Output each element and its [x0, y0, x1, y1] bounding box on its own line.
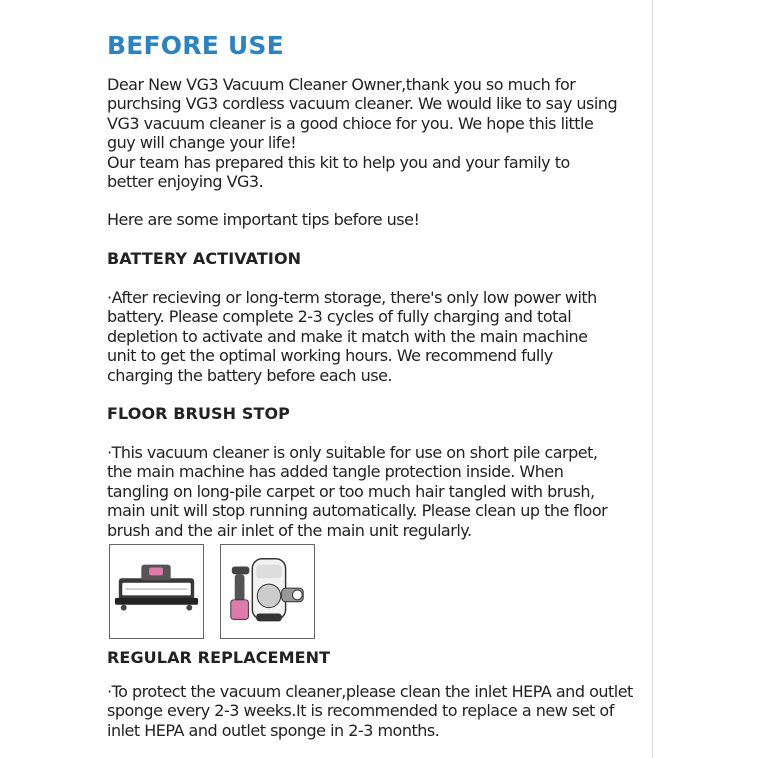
battery-line: ·After recieving or long-term storage, there's only low power with — [107, 288, 597, 307]
intro-paragraph — [107, 75, 637, 191]
page-divider — [652, 0, 653, 758]
main-unit-image — [220, 544, 315, 639]
battery-pack — [231, 600, 249, 620]
replacement-line: ·To protect the vacuum cleaner,please clean the inlet HEPA and outlet — [107, 682, 633, 701]
battery-activation-heading: BATTERY ACTIVATION — [107, 249, 302, 268]
battery-line: battery. Please complete 2-3 cycles of fully charging and total — [107, 307, 572, 327]
intro-line: Our team has prepared this kit to help you and your family to — [107, 152, 570, 172]
floor-brush-line: main unit will stop running automatically. Please clean up the floor — [107, 501, 608, 521]
brush-base — [115, 598, 198, 605]
floor-brush-paragraph — [107, 443, 637, 540]
floor-brush-stop-heading: FLOOR BRUSH STOP — [107, 404, 291, 423]
replacement-paragraph — [107, 682, 637, 740]
tips-intro: Here are some important tips before use! — [107, 210, 420, 229]
page-title: BEFORE USE — [107, 31, 284, 60]
cyclone-top — [256, 565, 281, 579]
handle-top — [232, 567, 250, 575]
intro-line: purchsing VG3 cordless vacuum cleaner. We would like to say using — [107, 94, 618, 114]
brush-connector — [149, 568, 163, 576]
intro-line: Dear New VG3 Vacuum Cleaner Owner,thank you so much for — [107, 75, 576, 94]
main-unit-illustration — [221, 545, 314, 638]
inlet-opening — [292, 590, 302, 600]
replacement-line: inlet HEPA and outlet sponge in 2-3 months. — [107, 720, 440, 740]
floor-brush-line: tangling on long-pile carpet or too much hair tangled with brush, — [107, 481, 595, 501]
intro-line: better enjoying VG3. — [107, 172, 264, 192]
floor-brush-illustration — [110, 545, 203, 638]
intro-line: VG3 vacuum cleaner is a good chioce for you. We hope this little — [107, 113, 594, 133]
battery-line: unit to get the optimal working hours. We recommend fully — [107, 346, 553, 366]
battery-activation-paragraph — [107, 288, 637, 385]
wheel-left — [121, 605, 127, 611]
floor-brush-line: the main machine has added tangle protection inside. When — [107, 462, 564, 482]
motor-head — [257, 584, 280, 607]
wheel-right — [186, 605, 192, 611]
intro-line: guy will change your life! — [107, 133, 297, 153]
floor-brush-line: brush and the air inlet of the main unit regularly. — [107, 520, 472, 540]
replacement-line: sponge every 2-3 weeks.It is recommended to replace a new set of — [107, 701, 614, 721]
handle-grip — [235, 574, 245, 601]
floor-brush-image — [109, 544, 204, 639]
battery-line: charging the battery before each use. — [107, 365, 393, 385]
base-ring — [256, 614, 281, 622]
battery-line: depletion to activate and make it match with the main machine — [107, 326, 588, 346]
floor-brush-line: ·This vacuum cleaner is only suitable for use on short pile carpet, — [107, 443, 598, 462]
regular-replacement-heading: REGULAR REPLACEMENT — [107, 648, 331, 667]
